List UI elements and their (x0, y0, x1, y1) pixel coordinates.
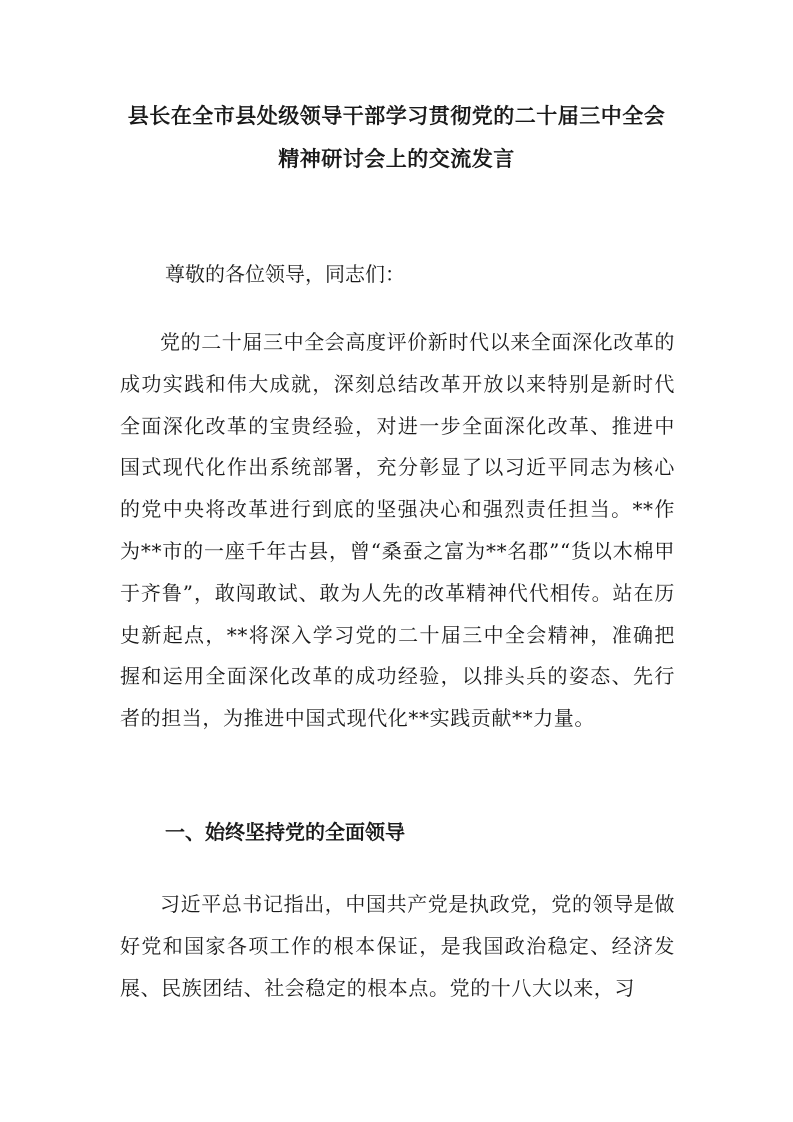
section-heading-1: 一、始终坚持党的全面领导 (165, 820, 405, 844)
document-title-line-1: 县长在全市县处级领导干部学习贯彻党的二十届三中全会 (127, 104, 666, 128)
document-title-line-2: 精神研讨会上的交流发言 (278, 147, 515, 171)
salutation: 尊敬的各位领导，同志们： (165, 262, 405, 286)
paragraph-intro: 党的二十届三中全会高度评价新时代以来全面深化改革的成功实践和伟大成就，深刻总结改革开放以来特别是新时代全面深化改革的宝贵经验，对进一步全面深化改革、推进中国式现代化作出系统部署，充分彰显了以习近平同志为核心的党中央将改革进行到底的坚强决心和强烈责任担当。**作为**市的一座千年古县，曾“桑蚕之富为**名郡”“货以木棉甲于齐鲁”，敢闯敢试、敢为人先的改革精神代代相传。站在历史新起点，**将深入学习党的二十届三中全会精神，准确把握和运用全面深化改革的成功经验，以排头兵的姿态、先行者的担当，为推进中国式现代化**实践贡献**力量。 (120, 330, 675, 731)
paragraph-section-1: 习近平总书记指出，中国共产党是执政党，党的领导是做好党和国家各项工作的根本保证，是我国政治稳定、经济发展、民族团结、社会稳定的根本点。党的十八大以来，习 (120, 892, 675, 1000)
